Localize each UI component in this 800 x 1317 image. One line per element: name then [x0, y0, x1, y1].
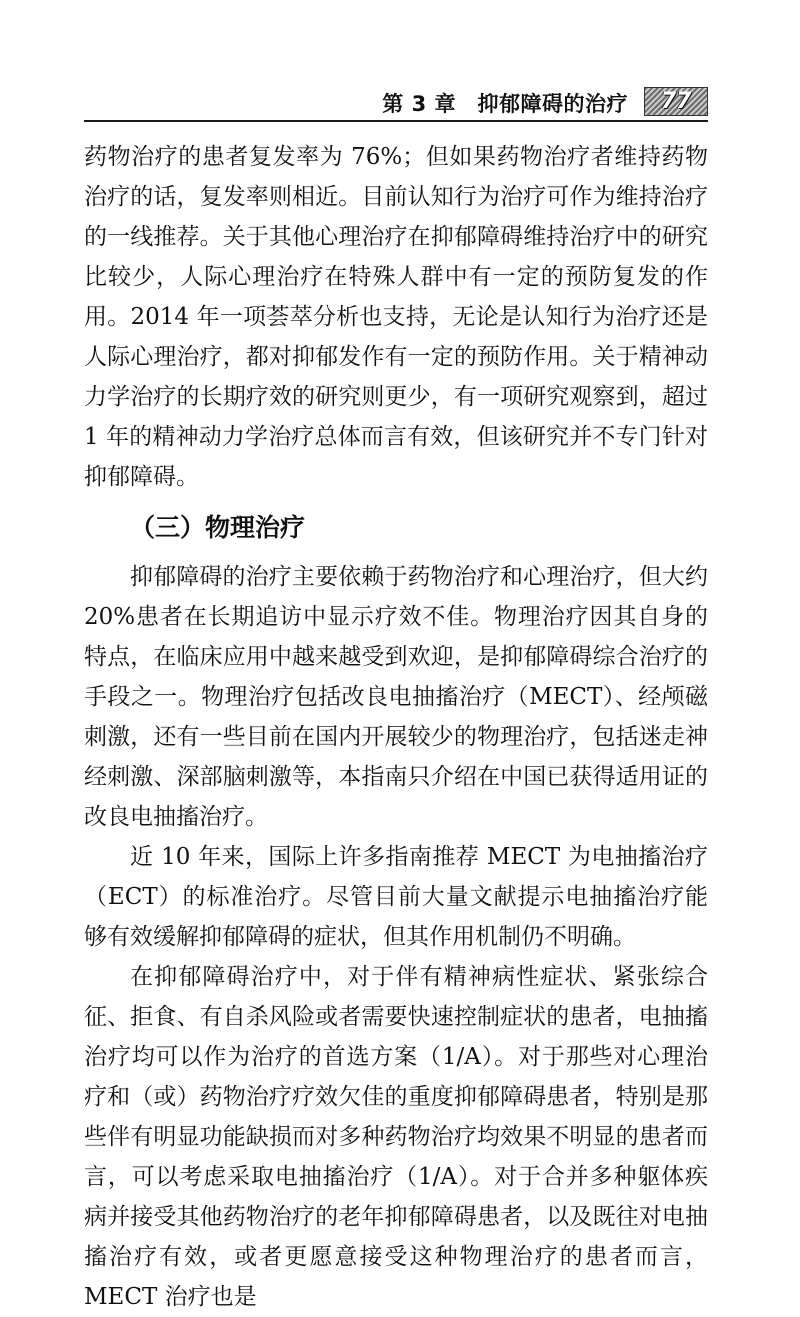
paragraph-continued: 药物治疗的患者复发率为 76%；但如果药物治疗者维持药物治疗的话，复发率则相近。目前认知行为治疗可作为维持治疗的一线推荐。关于其他心理治疗在抑郁障碍维持治疗中的研究比较少，人际心理治疗在特殊人群中有一定的预防复发的作用。2014 年一项荟萃分析也支持，无论是认知行为治疗还是人际心理治疗，都对抑郁发作有一定的预防作用。关于精神动力学治疗的长期疗效的研究则更少，有一项研究观察到，超过 1 年的精神动力学治疗总体而言有效，但该研究并不专门针对抑郁障碍。: [84, 144, 708, 490]
page-number: 77: [644, 87, 708, 116]
section-heading: （三）物理治疗: [130, 513, 306, 542]
page-body: [84, 137, 708, 1317]
running-header: [84, 86, 708, 122]
paragraph: 近 10 年来，国际上许多指南推荐 MECT 为电抽搐治疗（ECT）的标准治疗。尽管目前大量文献提示电抽搐治疗能够有效缓解抑郁障碍的症状，但其作用机制仍不明确。: [84, 844, 708, 950]
paragraph: 抑郁障碍的治疗主要依赖于药物治疗和心理治疗，但大约 20%患者在长期追访中显示疗效不佳。物理治疗因其自身的特点，在临床应用中越来越受到欢迎，是抑郁障碍综合治疗的手段之一。物理治疗包括改良电抽搐治疗（MECT）、经颅磁刺激，还有一些目前在国内开展较少的物理治疗，包括迷走神经刺激、深部脑刺激等，本指南只介绍在中国已获得适用证的改良电抽搐治疗。: [84, 564, 708, 830]
chapter-title: 第 3 章 抑郁障碍的治疗: [382, 92, 628, 116]
paragraph: 在抑郁障碍治疗中，对于伴有精神病性症状、紧张综合征、拒食、有自杀风险或者需要快速控制症状的患者，电抽搐治疗均可以作为治疗的首选方案（1/A）。对于那些对心理治疗和（或）药物治疗疗效欠佳的重度抑郁障碍患者，特别是那些伴有明显功能缺损而对多种药物治疗均效果不明显的患者而言，可以考虑采取电抽搐治疗（1/A）。对于合并多种躯体疾病并接受其他药物治疗的老年抑郁障碍患者，以及既往对电抽搐治疗有效，或者更愿意接受这种物理治疗的患者而言，MECT 治疗也是: [84, 964, 708, 1310]
